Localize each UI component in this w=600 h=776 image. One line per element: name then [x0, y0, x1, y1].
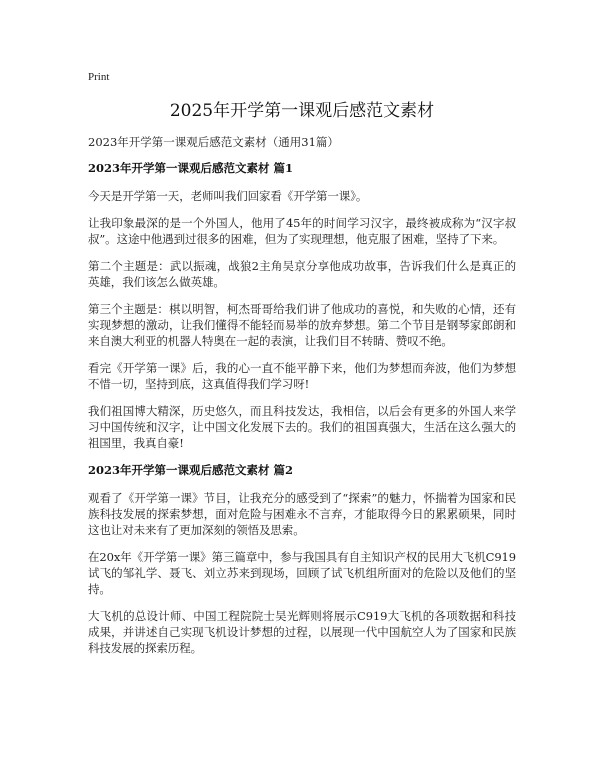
section-heading-1: 2023年开学第一课观后感范文素材 篇1: [88, 161, 294, 175]
paragraph: 我们祖国博大精深，历史悠久，而且科技发达，我相信，以后会有更多的外国人来学习中国传统和汉字，让中国文化发展下去的。我们的祖国真强大，生活在这么强大的祖国里，我真自豪!: [88, 404, 516, 450]
section-heading-2: 2023年开学第一课观后感范文素材 篇2: [88, 463, 294, 477]
paragraph: 在20x年《开学第一课》第三篇章中，参与我国具有自主知识产权的民用大飞机C919试飞的邹礼学、聂飞、刘立苏来到现场，回顾了试飞机组所面对的危险以及他们的坚持。: [88, 550, 516, 596]
paragraph: 第二个主题是：武以振魂，战狼2主角吴京分享他成功故事，告诉我们什么是真正的英雄，我们该怎么做英雄。: [88, 259, 516, 289]
document-subtitle: 2023年开学第一课观后感范文素材（通用31篇）: [88, 135, 339, 149]
print-link[interactable]: Print: [88, 71, 110, 83]
paragraph: 让我印象最深的是一个外国人，他用了45年的时间学习汉字，最终被成称为“汉字叔叔”。这途中他遇到过很多的困难，但为了实现理想，他克服了困难，坚持了下来。: [88, 216, 516, 246]
document-content: [88, 160, 516, 667]
paragraph: 今天是开学第一天，老师叫我们回家看《开学第一课》。: [88, 189, 368, 203]
paragraph: 看完《开学第一课》后，我的心一直不能平静下来，他们为梦想而奔波，他们为梦想不惜一切，坚持到底，这真值得我们学习呀!: [88, 361, 516, 391]
paragraph: 第三个主题是：棋以明智，柯杰哥哥给我们讲了他成功的喜悦，和失败的心情，还有实现梦想的激动，让我们懂得不能轻而易举的放弃梦想。第二个节目是钢琴家郎朗和来自澳大利亚的机器人特奥在一起的表演，让我们目不转睛、赞叹不绝。: [88, 302, 516, 348]
page-title: 2025年开学第一课观后感范文素材: [169, 101, 435, 121]
paragraph: 大飞机的总设计师、中国工程院院士吴光辉则将展示C919大飞机的各项数据和科技成果，并讲述自己实现飞机设计梦想的过程，以展现一代中国航空人为了国家和民族科技发展的探索历程。: [88, 609, 516, 655]
paragraph: 观看了《开学第一课》节目，让我充分的感受到了“探索”的魅力，怀揣着为国家和民族科技发展的探索梦想，面对危险与困难永不言弃，才能取得今日的累累硕果，同时这也让对未来有了更加深刻的领悟及思索。: [88, 491, 516, 537]
